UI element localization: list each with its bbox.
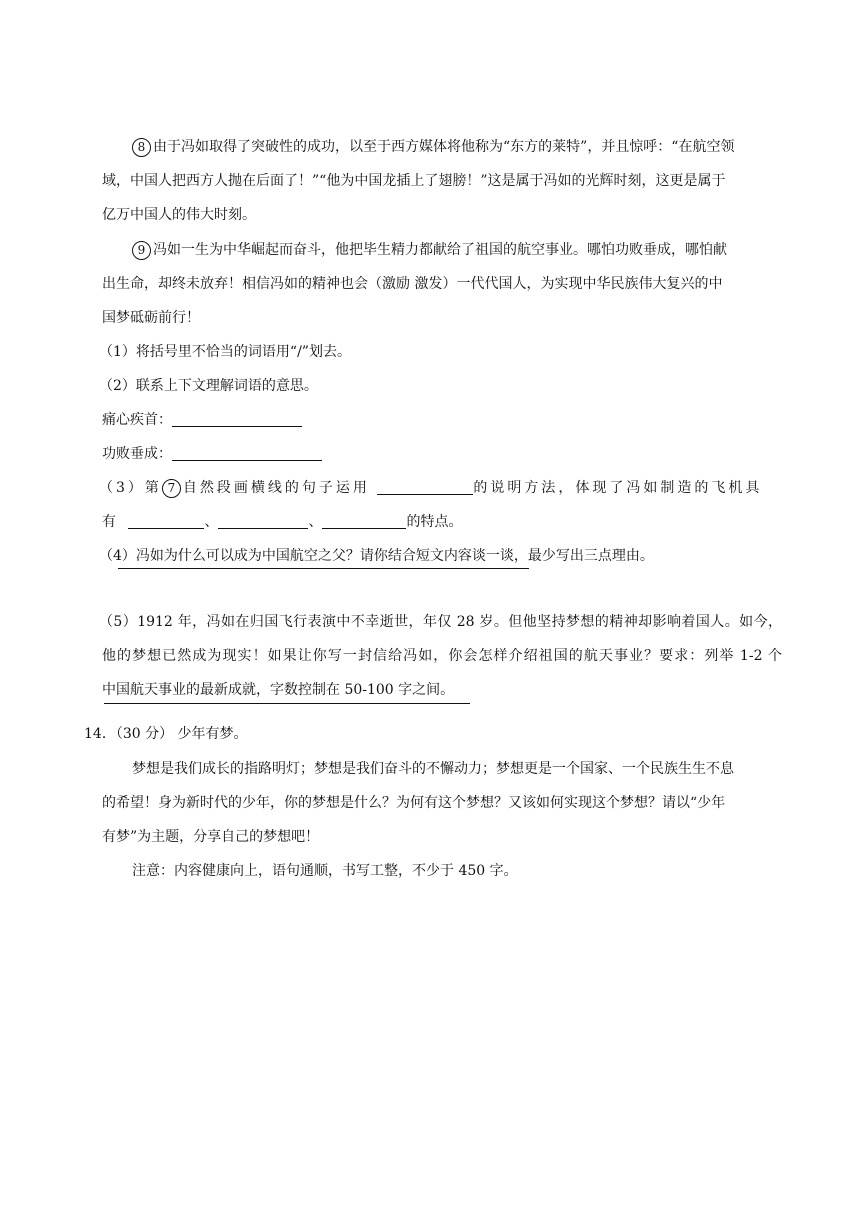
question-14-line-1: 梦想是我们成长的指路明灯；梦想是我们奋斗的不懈动力；梦想更是一个国家、一个民族生生不息 [132,761,734,777]
paragraph-9-line-3: 国梦砥砺前行！ [102,310,200,326]
paragraph-9-line-2: 出生命，却终未放弃！相信冯如的精神也会（激励 激发）一代代国人，为实现中华民族伟大复兴的中 [102,276,723,292]
question-14-line-3: 有梦”为主题，分享自己的梦想吧！ [102,829,320,845]
question-14-note: 注意：内容健康向上，语句通顺，书写工整，不少于 450 字。 [132,863,518,879]
answer-blank-3a[interactable] [128,514,204,529]
paragraph-8-line-3: 亿万中国人的伟大时刻。 [102,207,256,223]
q3-sep-1: 、 [204,514,219,530]
question-1: （1）将括号里不恰当的词语用“/”划去。 [99,344,351,360]
question-3-line-1 [99,478,779,498]
question-5-line-3: 中国航天事业的最新成就，字数控制在 50-100 字之间。 [102,682,455,698]
paragraph-8-text-1: 由于冯如取得了突破性的成功，以至于西方媒体将他称为“东方的莱特”，并且惊呼：“在航空领 [153,139,735,155]
paragraph-9-text-1: 冯如一生为中华崛起而奋斗，他把毕生精力都献给了祖国的航空事业。哪怕功败垂成，哪怕献 [153,242,727,258]
paragraph-8-line-1 [132,137,782,157]
question-14-line-2: 的希望！身为新时代的少年，你的梦想是什么？为何有这个梦想？又该如何实现这个梦想？请以“少年 [102,795,726,811]
q3-sep-2: 、 [308,514,323,530]
answer-blank-3-method[interactable] [377,480,473,495]
paragraph-number-9: 9 [132,241,151,260]
answer-blank-2a[interactable] [172,412,302,427]
q3-l2-prefix: 有 [102,514,116,530]
question-5-line-1: （5）1912 年，冯如在归国飞行表演中不幸逝世，年仅 28 岁。但他坚持梦想的精神却影响着国人。如今， [99,614,782,630]
answer-blank-3b[interactable] [218,514,308,529]
question-2: （2）联系上下文理解词语的意思。 [99,378,318,394]
answer-blank-3c[interactable] [322,514,406,529]
answer-blank-2b[interactable] [172,446,322,461]
term-label-1: 痛心疾首： [102,412,172,428]
paragraph-8-line-2: 域，中国人把西方人抛在后面了！”“他为中国龙插上了翅膀！”这是属于冯如的光辉时刻，这更是属于 [102,173,726,189]
q3-prefix: （3）第 [99,480,162,496]
paragraph-ref-7: 7 [162,479,181,498]
paragraph-number-8: 8 [132,138,151,157]
question-2a [102,410,782,430]
question-14-title: （30 分） 少年有梦。 [115,726,248,742]
question-2b [102,444,782,464]
term-label-2: 功败垂成： [102,446,172,462]
answer-line-5[interactable] [104,703,470,704]
answer-line-4[interactable] [118,568,529,569]
q3-end: 的特点。 [406,514,463,530]
q3-after: 的说明方法，体现了冯如制造的飞机具 [473,480,763,496]
question-number-14: 14． [84,726,116,742]
paragraph-9-line-1 [132,240,782,260]
question-5-line-2: 他的梦想已然成为现实！如果让你写一封信给冯如，你会怎样介绍祖国的航天事业？要求：列举 1-2 个 [102,648,782,664]
question-3-line-2 [102,512,782,532]
question-4: （4）冯如为什么可以成为中国航空之父？请你结合短文内容谈一谈，最少写出三点理由。 [99,548,654,564]
question-14-title-line [84,724,764,744]
q3-mid: 自然段画横线的句子运用 [182,480,370,496]
